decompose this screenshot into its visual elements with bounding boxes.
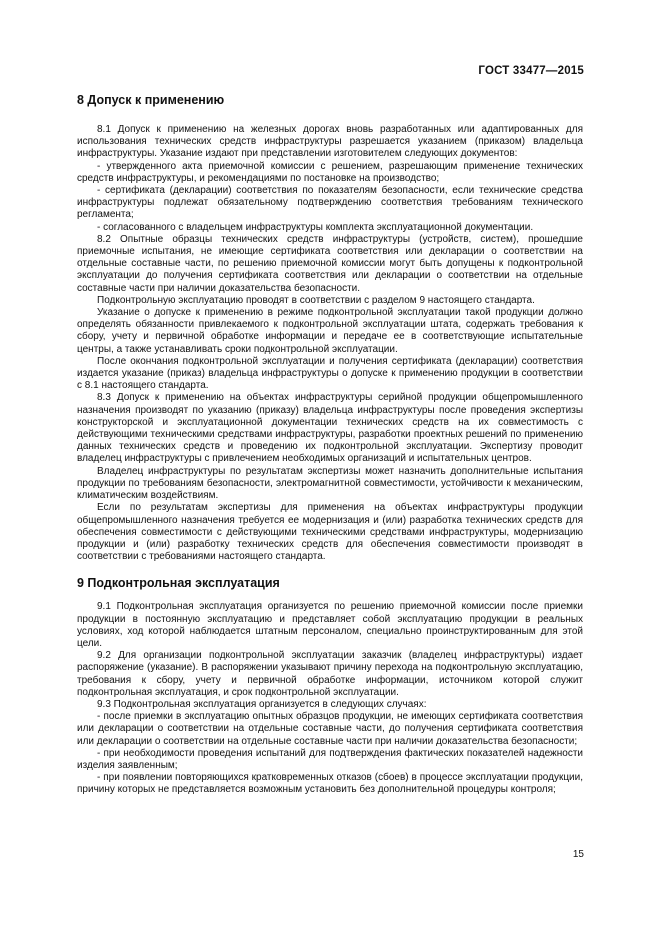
page-content xyxy=(77,92,583,797)
page-number: 15 xyxy=(572,849,584,860)
section-heading: 8 Допуск к применению xyxy=(77,93,225,107)
paragraph: Указание о допуске к применению в режиме подконтрольной эксплуатации такой продукции должно определять обязанности привлекаемого к подконтрольной эксплуатации штата, содержать требования к сбору, учету и первичной обработке информации и передаче ее в соответствующие испытательные центры, а также устанавливать сроки подконтрольной эксплуатации. xyxy=(77,307,583,355)
document-code: ГОСТ 33477—2015 xyxy=(478,65,584,77)
list-item: - при появлении повторяющихся кратковременных отказов (сбоев) в процессе эксплуатации продукции, причину которых не представляется возможным установить без дополнительной процедуры контроля; xyxy=(77,772,583,796)
list-item: - при необходимости проведения испытаний для подтверждения фактических показателей надежности изделия заявленным; xyxy=(77,747,583,771)
list-item: - утвержденного акта приемочной комиссии с решением, разрешающим применение технических средств инфраструктуры, и рекомендациями по постановке на производство; xyxy=(77,160,583,184)
paragraph: 9.3 Подконтрольная эксплуатация организуется в следующих случаях: xyxy=(97,698,427,710)
section-heading: 9 Подконтрольная эксплуатация xyxy=(77,576,280,591)
paragraph: 8.2 Опытные образцы технических средств инфраструктуры (устройств, систем), прошедшие приемочные испытания, не имеющие сертификата соответствия или декларации о соответствии на отдельные составные части, по решению приемочной комиссии могут быть допущены к подконтрольной эксплуатации до получения сертификата соответствия или декларации о соответствии на отдельные составные части при наличии доказательства безопасности. xyxy=(77,233,583,294)
paragraph: 8.1 Допуск к применению на железных дорогах вновь разработанных или адаптированных для использования технических средств инфраструктуры разрешается указанием (приказом) владельца инфраструктуры. Указание издают при представлении изготовителем следующих документов: xyxy=(77,124,583,160)
paragraph: После окончания подконтрольной эксплуатации и получения сертификата (декларации) соответствия издается указание (приказ) владельца инфраструктуры о допуске к применению продукции в соответствии с 8.1 настоящего стандарта. xyxy=(77,355,583,392)
list-item: - сертификата (декларации) соответствия по показателям безопасности, если технические средства инфраструктуры подлежат обязательному подтверждению соответствия требованиям технического регламента; xyxy=(77,185,583,221)
list-item: - после приемки в эксплуатацию опытных образцов продукции, не имеющих сертификата соответствия или декларации о соответствии на отдельные составные части, до получения сертификата соответствия или декларации о соответствии на отдельные составные части при наличии доказательства безопасности; xyxy=(77,711,583,747)
paragraph: Владелец инфраструктуры по результатам экспертизы может назначить дополнительные испытания продукции по требованиям безопасности, электромагнитной совместимости, устойчивости к механическим, климатическим воздействиям. xyxy=(77,465,583,502)
paragraph: Если по результатам экспертизы для применения на объектах инфраструктуры продукции общепромышленного назначения требуется ее модернизация и (или) разработка технических средств для обеспечения совместимости с действующими техническими средствами инфраструктуры, модернизацию продукции и (или) разработку технических средств для обеспечения совместимости производят в соответствии с требованиями настоящего стандарта. xyxy=(77,502,583,563)
paragraph: Подконтрольную эксплуатацию проводят в соответствии с разделом 9 настоящего стандарта. xyxy=(97,294,535,306)
paragraph: 8.3 Допуск к применению на объектах инфраструктуры серийной продукции общепромышленного назначения производят по указанию (приказу) владельца инфраструктуры после проведения экспертизы конструкторской и эксплуатационной документации технических средств на их совместимость с действующими техническими средствами инфраструктуры, разработки проектных решений по применению данных технических средств и проведению их подконтрольной эксплуатации. Экспертизу проводит владелец инфраструктуры с привлечением необходимых организаций и испытательных центров. xyxy=(77,392,583,465)
paragraph: 9.2 Для организации подконтрольной эксплуатации заказчик (владелец инфраструктуры) издает распоряжение (указание). В распоряжении указывают причину перехода на подконтрольную эксплуатацию, требования к сбору, учету и первичной обработке информации, источником которой служит подконтрольная эксплуатация, и срок подконтрольной эксплуатации. xyxy=(77,650,583,698)
list-item: - согласованного с владельцем инфраструктуры комплекта эксплуатационной документации. xyxy=(97,221,534,233)
paragraph: 9.1 Подконтрольная эксплуатация организуется по решению приемочной комиссии после приемки продукции в постоянную эксплуатацию и представляет собой эксплуатацию продукции в реальных условиях, ход которой наблюдается штатным персоналом, специально проинструктированным для этой цели. xyxy=(77,601,583,649)
